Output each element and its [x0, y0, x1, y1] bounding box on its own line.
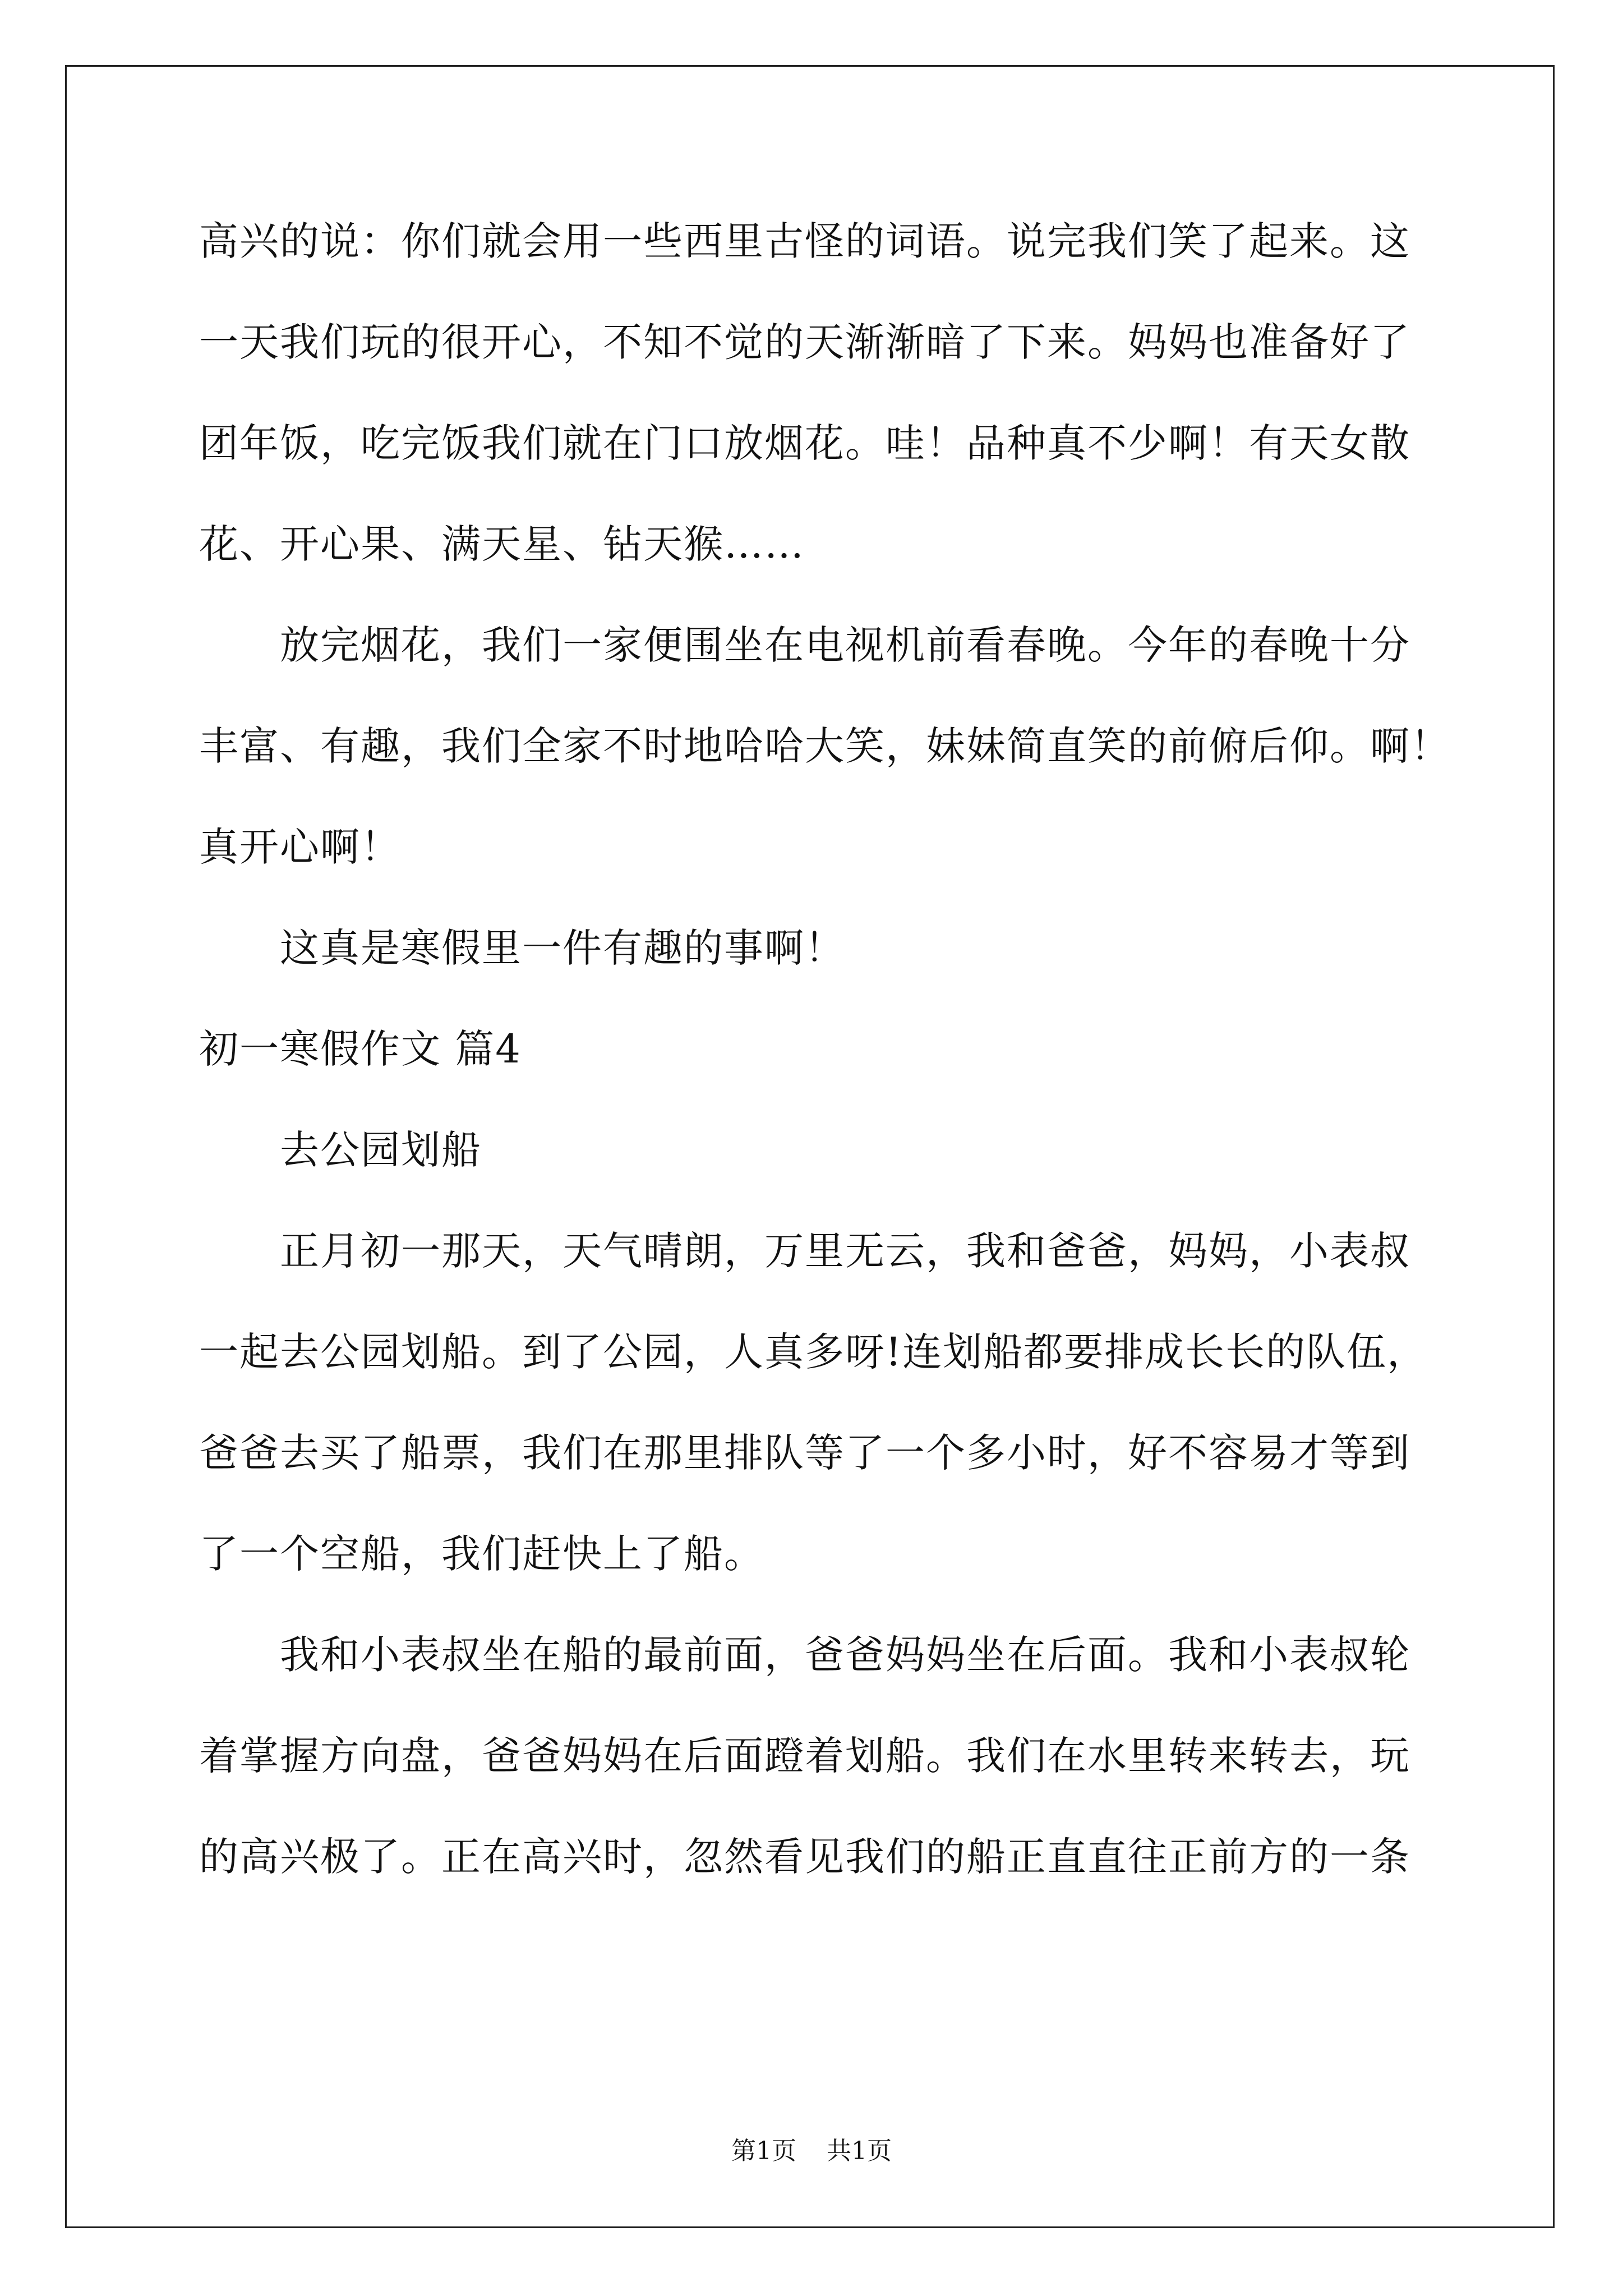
- essay-title: 去公园划船: [280, 1127, 482, 1173]
- text-line: 一天我们玩的很开心，不知不觉的天渐渐暗了下来。妈妈也准备好了: [199, 319, 1410, 365]
- text-line: 一起去公园划船。到了公园，人真多呀!连划船都要排成长长的队伍，: [199, 1329, 1428, 1375]
- text-line: 团年饭，吃完饭我们就在门口放烟花。哇！品种真不少啊！有天女散: [199, 420, 1410, 466]
- text-line: 爸爸去买了船票，我们在那里排队等了一个多小时，好不容易才等到: [199, 1430, 1410, 1476]
- text-line: 真开心啊！: [199, 824, 401, 870]
- text-line: 了一个空船，我们赶快上了船。: [199, 1531, 764, 1577]
- page-footer: [0, 2134, 1623, 2168]
- text-line: 我和小表叔坐在船的最前面，爸爸妈妈坐在后面。我和小表叔轮: [280, 1632, 1410, 1678]
- text-line: 丰富、有趣，我们全家不时地哈哈大笑，妹妹简直笑的前俯后仰。啊！: [199, 723, 1451, 769]
- text-line: 这真是寒假里一件有趣的事啊！: [280, 925, 845, 971]
- text-line: 正月初一那天，天气晴朗，万里无云，我和爸爸，妈妈，小表叔: [280, 1228, 1410, 1274]
- text-line: 的高兴极了。正在高兴时，忽然看见我们的船正直直往正前方的一条: [199, 1834, 1410, 1880]
- text-line: 着掌握方向盘，爸爸妈妈在后面蹬着划船。我们在水里转来转去，玩: [199, 1733, 1410, 1779]
- section-heading: 初一寒假作文 篇4: [199, 1026, 522, 1072]
- text-line: 放完烟花，我们一家便围坐在电视机前看春晚。今年的春晚十分: [280, 622, 1410, 668]
- text-line: 高兴的说：你们就会用一些西里古怪的词语。说完我们笑了起来。这: [199, 218, 1410, 264]
- page-number-current: 第1页: [731, 2137, 796, 2165]
- page-number-total: 共1页: [827, 2137, 892, 2165]
- text-line: 花、开心果、满天星、钻天猴……: [199, 521, 805, 567]
